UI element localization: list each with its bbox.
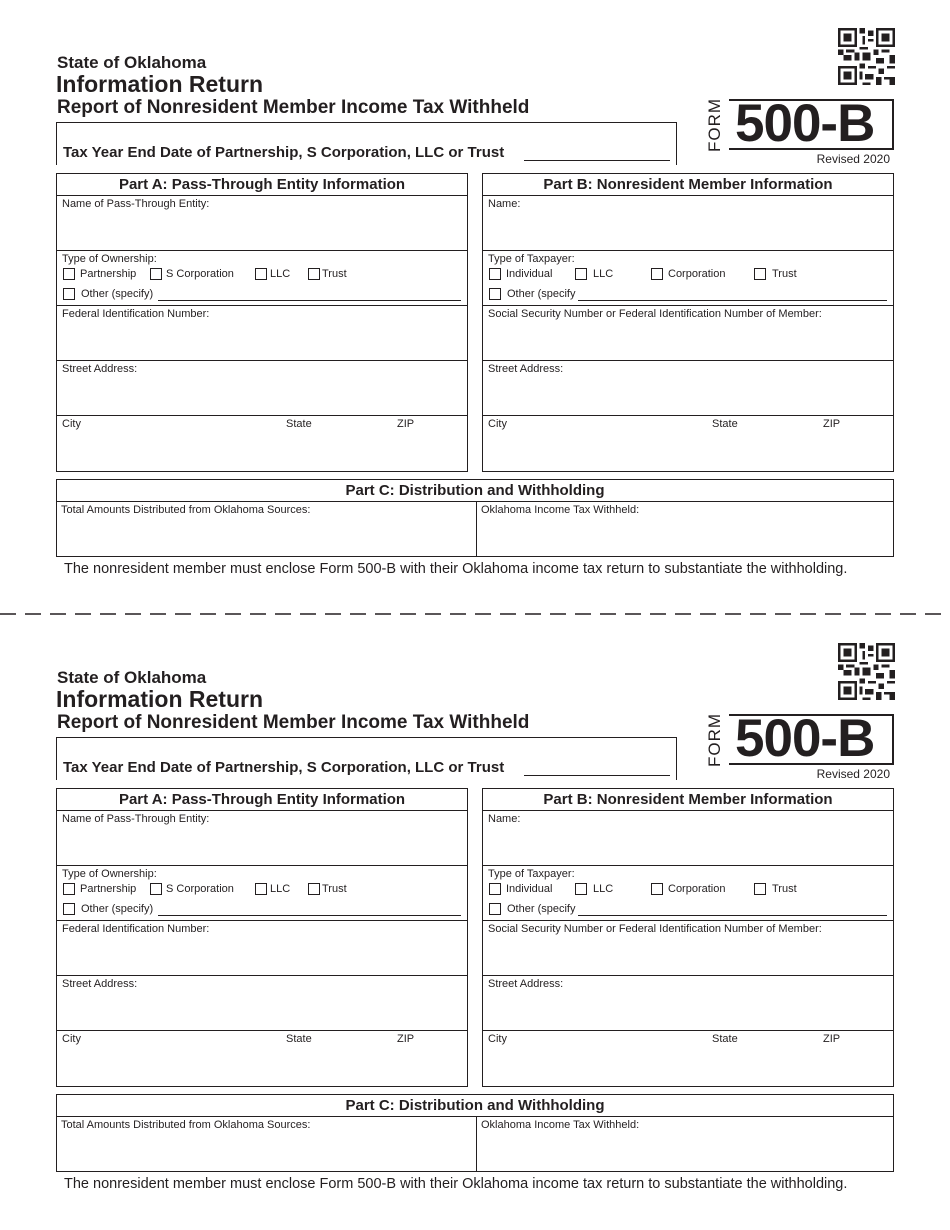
form-word-text: FORM — [705, 712, 724, 768]
checkbox-member-other[interactable] — [489, 288, 501, 300]
entity-name-label: Name of Pass-Through Entity: — [62, 813, 210, 825]
part-b-header: Part B: Nonresident Member Information — [483, 789, 893, 811]
member-zip-label: ZIP — [823, 1033, 841, 1045]
option-corporation-label: Corporation — [668, 883, 726, 895]
member-other-specify-input[interactable] — [578, 915, 887, 916]
state-heading: State of Oklahoma — [57, 668, 207, 687]
part-c-header: Part C: Distribution and Withholding — [57, 1095, 893, 1117]
zip-label: ZIP — [397, 418, 415, 430]
distributed-amount-label: Total Amounts Distributed from Oklahoma Sources: — [61, 504, 311, 516]
form-copy-bottom — [0, 615, 950, 1215]
member-other-specify-input[interactable] — [578, 300, 887, 301]
member-zip-label: ZIP — [823, 418, 841, 430]
form-word-text: FORM — [705, 97, 724, 153]
state-heading: State of Oklahoma — [57, 53, 207, 72]
checkbox-member-llc[interactable] — [575, 883, 587, 895]
option-s-corporation-label: S Corporation — [166, 268, 234, 280]
checkbox-llc[interactable] — [255, 268, 267, 280]
taxpayer-type-label: Type of Taxpayer: — [488, 868, 575, 880]
form-word — [703, 710, 727, 770]
form-number: 500-B — [735, 709, 875, 768]
part-a-section — [56, 173, 468, 472]
other-specify-input[interactable] — [158, 300, 461, 301]
ownership-type-label: Type of Ownership: — [62, 868, 157, 880]
tax-year-input[interactable] — [524, 160, 670, 161]
taxpayer-type-label: Type of Taxpayer: — [488, 253, 575, 265]
entity-name-field[interactable] — [57, 196, 467, 251]
distributed-amount-label: Total Amounts Distributed from Oklahoma Sources: — [61, 1119, 311, 1131]
revised-date: Revised 2020 — [816, 152, 890, 166]
part-b-section — [482, 173, 894, 472]
checkbox-corporation[interactable] — [651, 268, 663, 280]
tax-withheld-label: Oklahoma Income Tax Withheld: — [481, 504, 640, 516]
checkbox-corporation[interactable] — [651, 883, 663, 895]
checkbox-s-corporation[interactable] — [150, 883, 162, 895]
part-a-header: Part A: Pass-Through Entity Information — [57, 789, 467, 811]
option-trust-label: Trust — [322, 268, 347, 280]
other-specify-input[interactable] — [158, 915, 461, 916]
part-b-section — [482, 788, 894, 1087]
entity-street-field[interactable] — [57, 976, 467, 1031]
taxpayer-type-row — [483, 866, 893, 921]
part-b-header: Part B: Nonresident Member Information — [483, 174, 893, 196]
member-street-field[interactable] — [483, 361, 893, 416]
option-member-llc-label: LLC — [593, 268, 614, 280]
checkbox-trust[interactable] — [308, 268, 320, 280]
option-member-other-label: Other (specify — [507, 288, 576, 300]
form-copy-top — [0, 0, 950, 600]
part-c-section — [56, 479, 894, 557]
city-label: City — [62, 418, 81, 430]
tax-withheld-field[interactable] — [477, 502, 893, 556]
member-name-field[interactable] — [483, 811, 893, 866]
checkbox-individual[interactable] — [489, 268, 501, 280]
checkbox-member-trust[interactable] — [754, 883, 766, 895]
member-city-label: City — [488, 418, 507, 430]
distributed-amount-field[interactable] — [57, 502, 477, 556]
part-c-header: Part C: Distribution and Withholding — [57, 480, 893, 502]
entity-city-state-zip-field[interactable] — [57, 416, 467, 471]
checkbox-member-llc[interactable] — [575, 268, 587, 280]
fein-field[interactable] — [57, 921, 467, 976]
option-trust-label: Trust — [322, 883, 347, 895]
member-state-label: State — [712, 418, 738, 430]
tax-withheld-label: Oklahoma Income Tax Withheld: — [481, 1119, 640, 1131]
option-partnership-label: Partnership — [80, 883, 137, 895]
ownership-type-row — [57, 866, 467, 921]
part-a-header: Part A: Pass-Through Entity Information — [57, 174, 467, 196]
member-city-state-zip-field[interactable] — [483, 416, 893, 471]
member-state-label: State — [712, 1033, 738, 1045]
option-member-trust-label: Trust — [772, 883, 797, 895]
zip-label: ZIP — [397, 1033, 415, 1045]
checkbox-trust[interactable] — [308, 883, 320, 895]
option-s-corporation-label: S Corporation — [166, 883, 234, 895]
ownership-type-label: Type of Ownership: — [62, 253, 157, 265]
member-name-label: Name: — [488, 198, 521, 210]
tax-year-input[interactable] — [524, 775, 670, 776]
option-llc-label: LLC — [270, 268, 291, 280]
ownership-type-row — [57, 251, 467, 306]
option-member-trust-label: Trust — [772, 268, 797, 280]
state-label: State — [286, 418, 312, 430]
option-other-label: Other (specify) — [81, 288, 154, 300]
checkbox-partnership[interactable] — [63, 268, 75, 280]
entity-name-field[interactable] — [57, 811, 467, 866]
option-llc-label: LLC — [270, 883, 291, 895]
checkbox-individual[interactable] — [489, 883, 501, 895]
state-label: State — [286, 1033, 312, 1045]
tax-year-label: Tax Year End Date of Partnership, S Corporation, LLC or Trust — [63, 144, 505, 161]
option-other-label: Other (specify) — [81, 903, 154, 915]
checkbox-s-corporation[interactable] — [150, 268, 162, 280]
form-word — [703, 95, 727, 155]
checkbox-other[interactable] — [63, 903, 75, 915]
fein-field[interactable] — [57, 306, 467, 361]
member-name-label: Name: — [488, 813, 521, 825]
entity-city-state-zip-field[interactable] — [57, 1031, 467, 1086]
ssn-fein-label: Social Security Number or Federal Identification Number of Member: — [488, 308, 822, 320]
street-label: Street Address: — [62, 978, 138, 990]
distributed-amount-field[interactable] — [57, 1117, 477, 1171]
ssn-fein-field[interactable] — [483, 306, 893, 361]
qr-code-icon — [838, 643, 895, 700]
city-label: City — [62, 1033, 81, 1045]
ssn-fein-field[interactable] — [483, 921, 893, 976]
fein-label: Federal Identification Number: — [62, 308, 210, 320]
form-subtitle: Report of Nonresident Member Income Tax Withheld — [57, 97, 530, 118]
entity-street-field[interactable] — [57, 361, 467, 416]
part-c-section — [56, 1094, 894, 1172]
part-a-section — [56, 788, 468, 1087]
member-street-field[interactable] — [483, 976, 893, 1031]
checkbox-other[interactable] — [63, 288, 75, 300]
form-number: 500-B — [735, 94, 875, 153]
option-individual-label: Individual — [506, 883, 553, 895]
tax-withheld-field[interactable] — [477, 1117, 893, 1171]
checkbox-partnership[interactable] — [63, 883, 75, 895]
tax-year-label: Tax Year End Date of Partnership, S Corporation, LLC or Trust — [63, 759, 505, 776]
revised-date: Revised 2020 — [816, 767, 890, 781]
option-partnership-label: Partnership — [80, 268, 137, 280]
checkbox-llc[interactable] — [255, 883, 267, 895]
form-subtitle: Report of Nonresident Member Income Tax Withheld — [57, 712, 530, 733]
street-label: Street Address: — [62, 363, 138, 375]
form-title: Information Return — [56, 686, 263, 712]
member-city-label: City — [488, 1033, 507, 1045]
taxpayer-type-row — [483, 251, 893, 306]
checkbox-member-trust[interactable] — [754, 268, 766, 280]
enclosure-note: The nonresident member must enclose Form 500-B with their Oklahoma income tax return to substantiate the withholding. — [64, 561, 848, 577]
tax-year-box — [56, 122, 677, 165]
member-name-field[interactable] — [483, 196, 893, 251]
ssn-fein-label: Social Security Number or Federal Identification Number of Member: — [488, 923, 822, 935]
member-street-label: Street Address: — [488, 978, 564, 990]
option-member-llc-label: LLC — [593, 883, 614, 895]
tax-year-box — [56, 737, 677, 780]
fein-label: Federal Identification Number: — [62, 923, 210, 935]
entity-name-label: Name of Pass-Through Entity: — [62, 198, 210, 210]
enclosure-note: The nonresident member must enclose Form 500-B with their Oklahoma income tax return to substantiate the withholding. — [64, 1176, 848, 1192]
option-member-other-label: Other (specify — [507, 903, 576, 915]
option-individual-label: Individual — [506, 268, 553, 280]
checkbox-member-other[interactable] — [489, 903, 501, 915]
qr-code-icon — [838, 28, 895, 85]
form-title: Information Return — [56, 71, 263, 97]
option-corporation-label: Corporation — [668, 268, 726, 280]
member-city-state-zip-field[interactable] — [483, 1031, 893, 1086]
member-street-label: Street Address: — [488, 363, 564, 375]
